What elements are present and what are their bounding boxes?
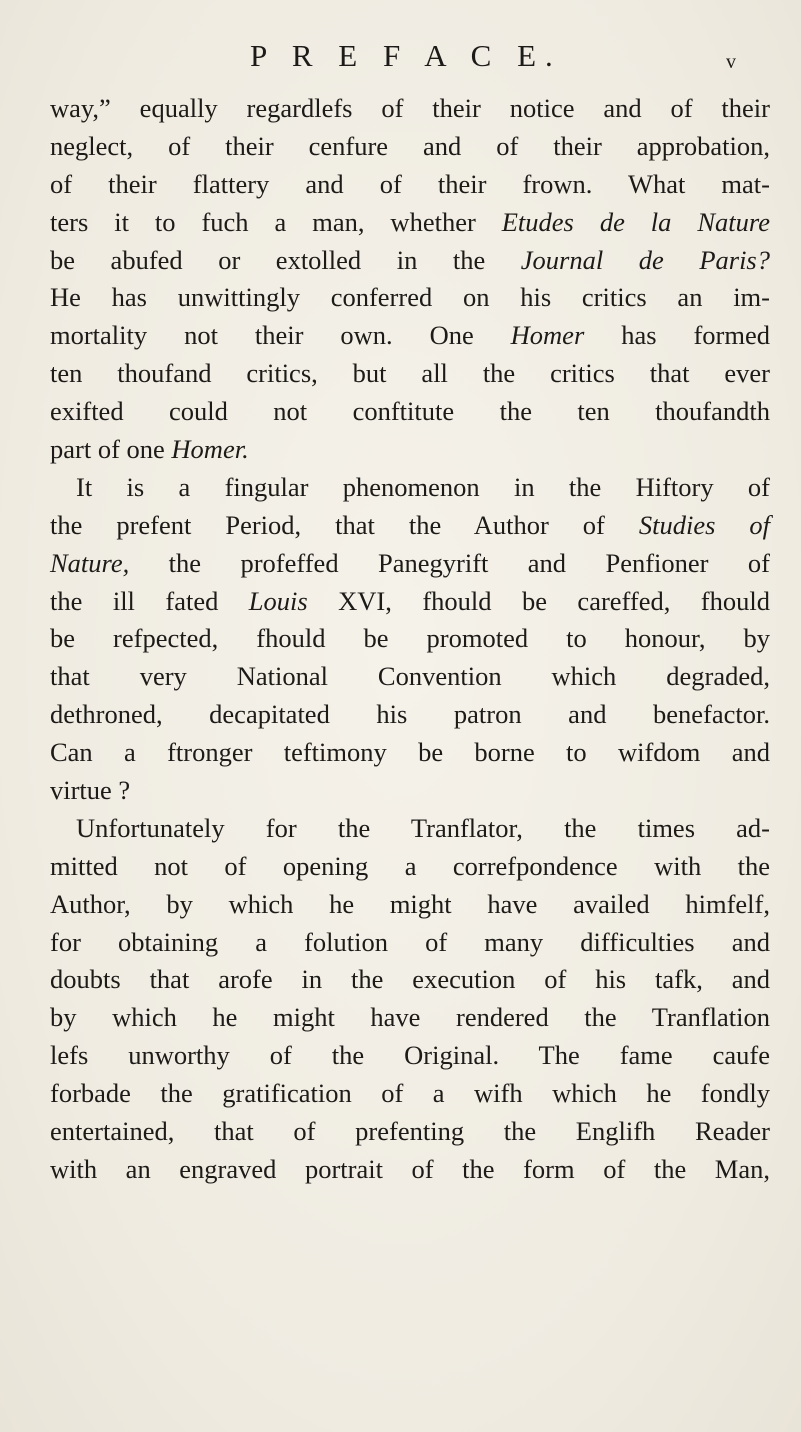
text-line: part of one Homer.	[50, 434, 249, 465]
text-line: by which he might have rendered the Tranflation	[50, 1002, 770, 1033]
text-line: entertained, that of prefenting the Englifh Reader	[50, 1116, 770, 1147]
text-line: for obtaining a folution of many difficulties and	[50, 926, 770, 957]
text-line: mitted not of opening a correfpondence with the	[50, 850, 770, 881]
paragraph-start-line: Unfortunately for the Tranflator, the times ad-	[76, 812, 770, 843]
page-number: v	[726, 51, 736, 73]
running-head	[0, 36, 801, 76]
text-line: of their flattery and of their frown. What mat-	[50, 168, 770, 199]
text-line: virtue ?	[50, 775, 131, 806]
text-line: forbade the gratification of a wifh which he fondly	[50, 1078, 770, 1109]
text-line: be abufed or extolled in the Journal de Paris?	[50, 244, 770, 275]
running-head-title: P R E F A C E.	[250, 38, 562, 73]
text-line: the prefent Period, that the Author of Studies of	[50, 509, 770, 540]
text-line: ten thoufand critics, but all the critics that ever	[50, 358, 770, 389]
text-line: be refpected, fhould be promoted to honour, by	[50, 623, 770, 654]
paragraph-start-line: It is a fingular phenomenon in the Hiftory of	[76, 471, 770, 502]
text-line: doubts that arofe in the execution of his tafk, and	[50, 964, 770, 995]
text-line: exifted could not conftitute the ten thoufandth	[50, 396, 770, 427]
text-line: with an engraved portrait of the form of the Man,	[50, 1153, 770, 1184]
text-line: Can a ftronger teftimony be borne to wifdom and	[50, 737, 770, 768]
text-line: that very National Convention which degraded,	[50, 661, 770, 692]
text-line: Nature, the profeffed Panegyrift and Penfioner of	[50, 547, 770, 578]
text-line: mortality not their own. One Homer has formed	[50, 320, 770, 351]
text-line: way,” equally regardlefs of their notice and of their	[50, 93, 770, 123]
text-line: He has unwittingly conferred on his critics an im-	[50, 282, 770, 313]
text-line: the ill fated Louis XVI, fhould be careffed, fhould	[50, 585, 770, 616]
text-line: ters it to fuch a man, whether Etudes de la Nature	[50, 206, 770, 237]
body-text	[50, 90, 770, 1189]
text-line: Author, by which he might have availed himfelf,	[50, 888, 770, 919]
text-line: lefs unworthy of the Original. The fame caufe	[50, 1040, 770, 1071]
text-line: neglect, of their cenfure and of their approbation,	[50, 130, 770, 161]
text-line: dethroned, decapitated his patron and benefactor.	[50, 699, 770, 730]
